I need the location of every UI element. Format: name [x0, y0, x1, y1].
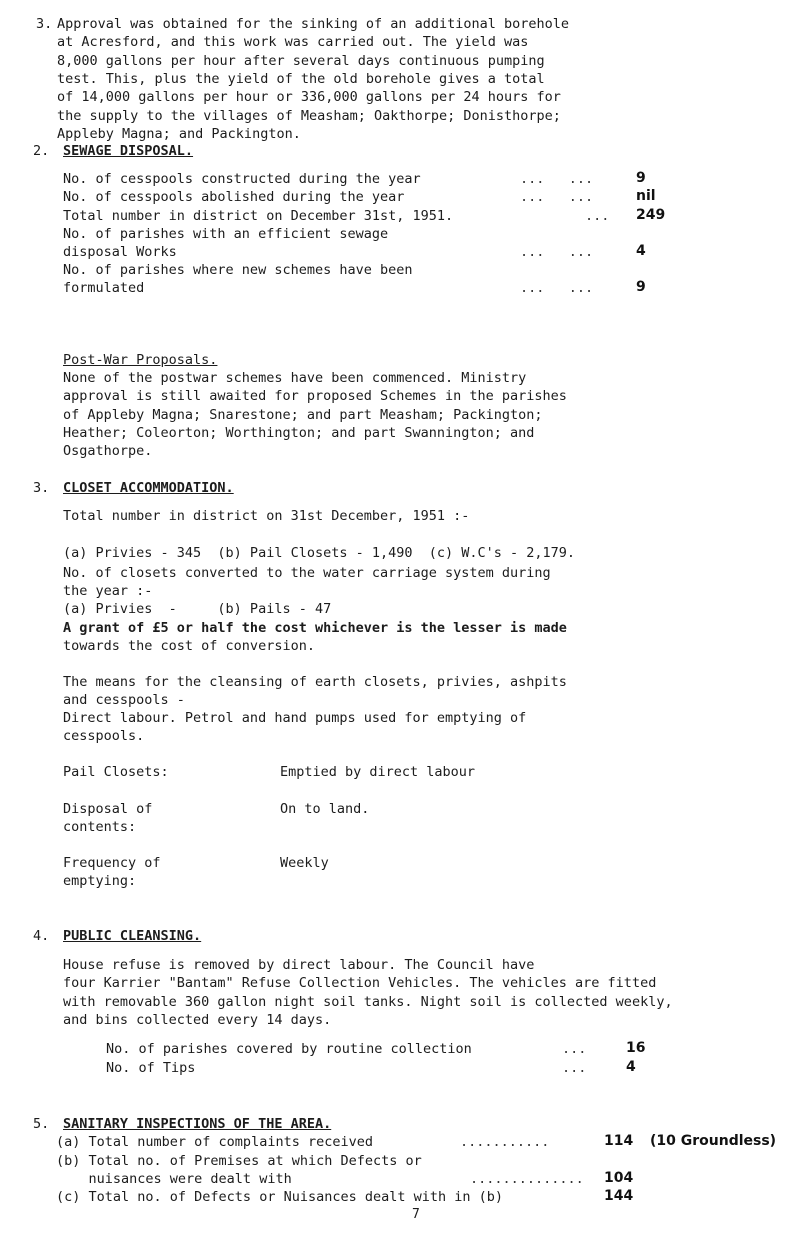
row-value: nil: [636, 188, 656, 204]
text-line: four Karrier "Bantam" Refuse Collection Vehicles. The vehicles are fitted: [63, 975, 657, 992]
row-label: nuisances were dealt with: [56, 1171, 292, 1187]
text-line: (a) Privies - 345 (b) Pail Closets - 1,490 (c) W.C's - 2,179.: [63, 545, 576, 561]
sanitary-inspections-heading: SANITARY INSPECTIONS OF THE AREA.: [63, 1116, 332, 1132]
pail-label: Frequency of: [63, 855, 161, 871]
text-line: Appleby Magna; and Packington.: [57, 125, 301, 142]
text-line: Approval was obtained for the sinking of an additional borehole: [57, 16, 570, 32]
text-line: of 14,000 gallons per hour or 336,000 gallons per 24 hours for: [57, 89, 561, 106]
text-line: Osgathorpe.: [63, 443, 153, 460]
row-value: 16: [626, 1040, 646, 1056]
row-label: (c) Total no. of Defects or Nuisances dealt with in (b): [56, 1189, 504, 1205]
text-line: Direct labour. Petrol and hand pumps used for emptying of: [63, 710, 527, 726]
text-line: House refuse is removed by direct labour. The Council have: [63, 957, 535, 973]
text-line: the supply to the villages of Measham; Oakthorpe; Donisthorpe;: [57, 107, 561, 124]
text-line: and bins collected every 14 days.: [63, 1011, 332, 1028]
section-number: 5.: [33, 1116, 50, 1132]
leader-dots: ...: [562, 1041, 587, 1057]
text-line: towards the cost of conversion.: [63, 638, 315, 654]
row-value: 249: [636, 207, 666, 223]
leader-dots: ...........: [460, 1134, 550, 1150]
pail-label: Disposal of: [63, 801, 153, 817]
row-value: 4: [636, 243, 646, 259]
page-number: 7: [412, 1207, 420, 1222]
row-label: (b) Total no. of Premises at which Defects or: [56, 1153, 422, 1169]
text-line: Total number in district on 31st December, 1951 :-: [63, 508, 470, 524]
row-label: No. of parishes where new schemes have been: [63, 262, 413, 278]
row-label: Total number in district on December 31st, 1951.: [63, 208, 454, 224]
text-line: the year :-: [63, 583, 153, 599]
row-note: (10 Groundless): [650, 1133, 777, 1149]
row-value: 4: [626, 1059, 636, 1075]
row-label: No. of cesspools abolished during the year: [63, 189, 405, 205]
text-line: A grant of £5 or half the cost whichever is the lesser is made: [63, 620, 567, 636]
text-line: None of the postwar schemes have been commenced. Ministry: [63, 370, 527, 386]
section-number: 3.: [33, 480, 50, 496]
text-line: with removable 360 gallon night soil tanks. Night soil is collected weekly,: [63, 993, 673, 1010]
section-number: 2.: [33, 143, 50, 159]
row-value: 144: [604, 1188, 634, 1204]
row-value: 9: [636, 279, 646, 295]
pail-value: Weekly: [280, 855, 329, 871]
leader-dots: ...: [585, 208, 610, 224]
row-label: No. of Tips: [106, 1060, 196, 1076]
row-label: disposal Works: [63, 244, 177, 260]
text-line: approval is still awaited for proposed Schemes in the parishes: [63, 388, 567, 405]
text-line: 8,000 gallons per hour after several days continuous pumping: [57, 52, 545, 69]
leader-dots: ... ...: [520, 171, 594, 187]
public-cleansing-heading: PUBLIC CLEANSING.: [63, 928, 202, 944]
leader-dots: ... ...: [520, 244, 594, 260]
row-label: No. of cesspools constructed during the year: [63, 171, 421, 187]
text-line: of Appleby Magna; Snarestone; and part Measham; Packington;: [63, 406, 543, 423]
section-number: 4.: [33, 928, 50, 944]
row-value: 114: [604, 1133, 634, 1149]
pail-label: Pail Closets:: [63, 764, 169, 780]
text-line: cesspools.: [63, 728, 145, 744]
pail-value: On to land.: [280, 801, 370, 817]
row-label: (a) Total number of complaints received: [56, 1134, 373, 1150]
row-value: 104: [604, 1170, 634, 1186]
text-line: test. This, plus the yield of the old borehole gives a total: [57, 70, 545, 87]
leader-dots: ..............: [470, 1171, 584, 1187]
closet-accommodation-heading: CLOSET ACCOMMODATION.: [63, 480, 234, 496]
leader-dots: ...: [562, 1060, 587, 1076]
row-label: formulated: [63, 280, 145, 296]
leader-dots: ... ...: [520, 189, 594, 205]
text-line: (a) Privies - (b) Pails - 47: [63, 601, 332, 617]
text-line: at Acresford, and this work was carried out. The yield was: [57, 34, 529, 51]
pail-label: emptying:: [63, 873, 137, 889]
pail-value: Emptied by direct labour: [280, 764, 476, 780]
sewage-disposal-heading: SEWAGE DISPOSAL.: [63, 143, 194, 159]
postwar-heading: Post-War Proposals.: [63, 352, 218, 368]
leader-dots: ... ...: [520, 280, 594, 296]
pail-label: contents:: [63, 819, 137, 835]
row-value: 9: [636, 170, 646, 186]
section-number: 3.: [36, 16, 53, 32]
text-line: and cesspools -: [63, 692, 185, 708]
row-label: No. of parishes with an efficient sewage: [63, 226, 389, 242]
text-line: The means for the cleansing of earth closets, privies, ashpits: [63, 674, 567, 690]
row-label: No. of parishes covered by routine collection: [106, 1041, 472, 1057]
text-line: No. of closets converted to the water carriage system during: [63, 565, 551, 581]
text-line: Heather; Coleorton; Worthington; and part Swannington; and: [63, 424, 535, 441]
